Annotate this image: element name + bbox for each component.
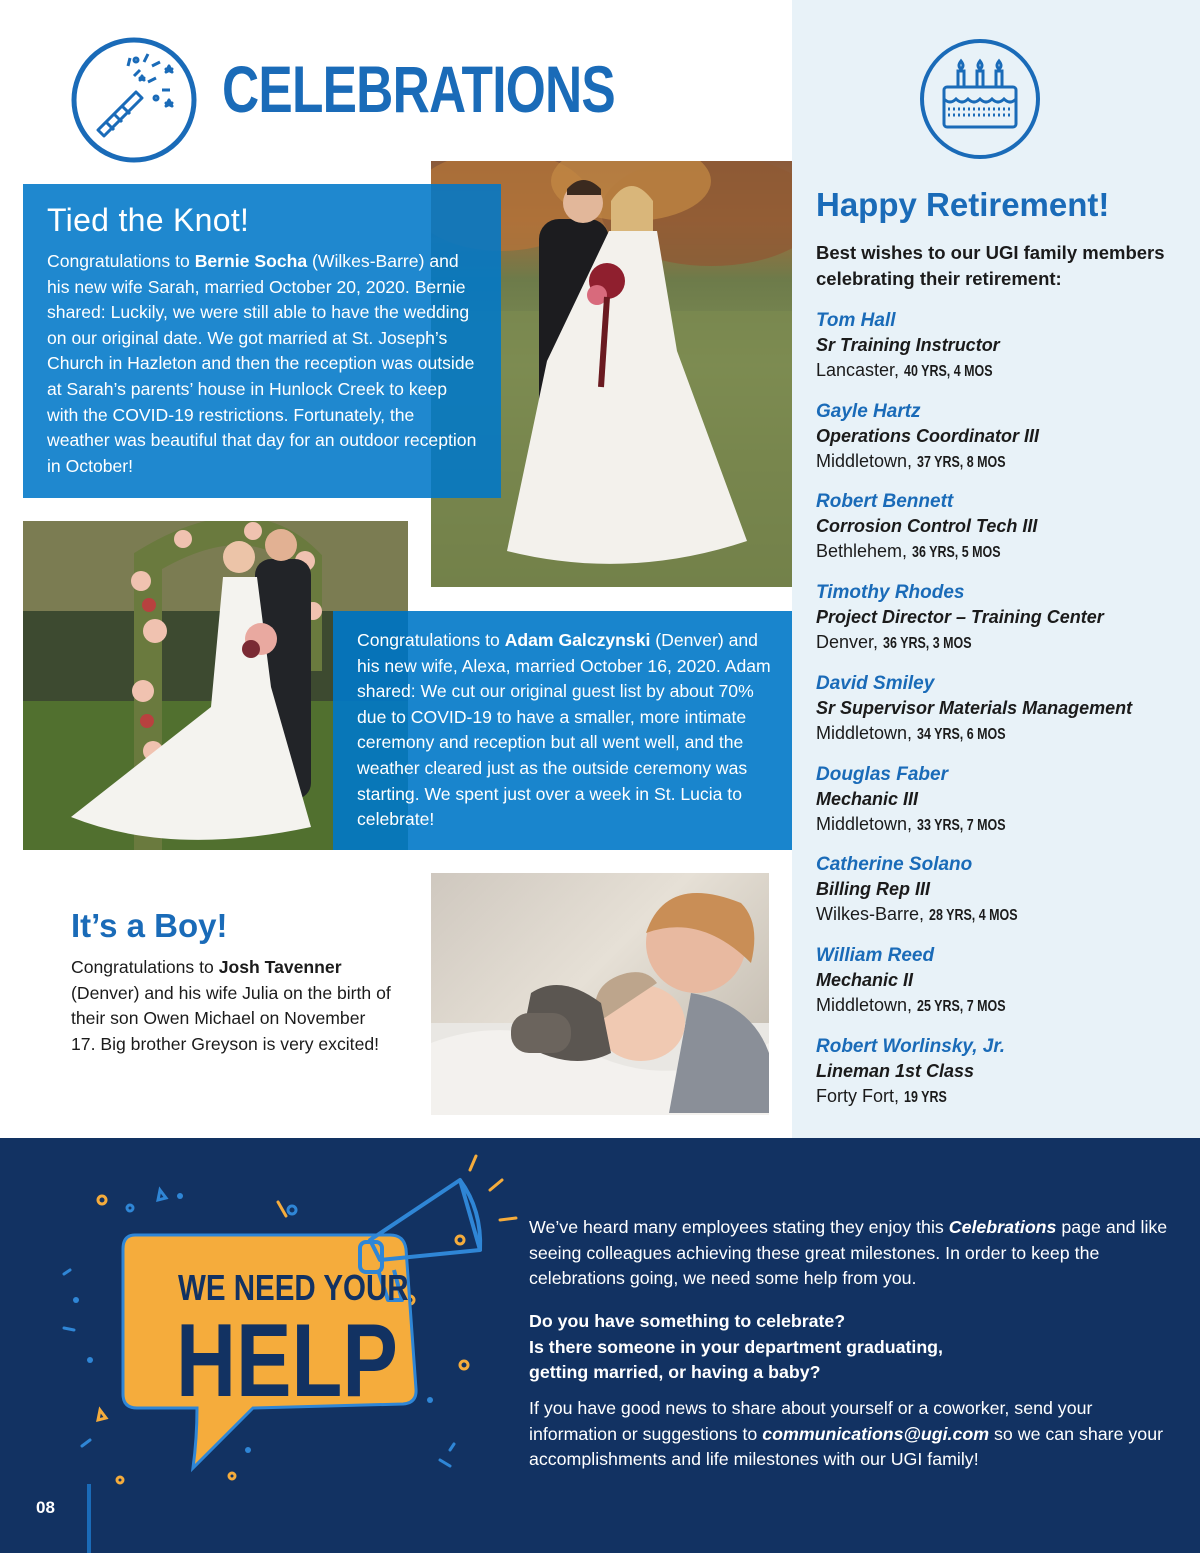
retiree-years-of-service: 37 YRS, 8 MOS <box>917 453 1006 471</box>
adam-story <box>357 628 772 833</box>
retiree-name: Douglas Faber <box>816 763 948 785</box>
story-text: (Wilkes-Barre) and his new wife Sarah, married October 20, 2020. Bernie shared: Luckily, we were still able to have the wedding on our original date. We got married at St. Joseph’s Church in Hazleton and then the reception was outside at Sarah’s parents’ house in Hunlock Creek to keep with the COVID-19 restrictions. Fortunately, the weather was beautiful that day for an outdoor reception in October! <box>47 251 477 476</box>
retiree-name: Catherine Solano <box>816 854 973 876</box>
retiree-years-of-service: 25 YRS, 7 MOS <box>917 997 1006 1015</box>
help-intro <box>529 1215 1169 1292</box>
retiree-entry <box>816 308 1186 384</box>
retiree-location: Lancaster, <box>816 360 900 380</box>
retiree-name: Robert Worlinsky, Jr. <box>816 1035 1005 1057</box>
retirement-title: Happy Retirement! <box>816 186 1110 223</box>
celebrations-emphasis: Celebrations <box>948 1217 1057 1237</box>
story-prefix: Congratulations to <box>71 957 219 977</box>
retiree-location: Middletown, <box>816 722 913 743</box>
we-need-your-help-graphic <box>60 1150 520 1490</box>
story-text: (Denver) and his new wife, Alexa, married October 16, 2020. Adam shared: We cut our original guest list by about 70% due to COVID-19 to have a smaller, more intimate ceremony and reception but all went well, and the weather cleared just as the outside ceremony was starting. We spent just over a week in St. Lucia to celebrate! <box>357 630 771 830</box>
graphic-line-1: WE NEED YOUR <box>178 1267 409 1308</box>
help-instructions <box>529 1396 1169 1473</box>
help-question: getting married, or having a baby? <box>529 1362 821 1383</box>
retiree-years-of-service: 36 YRS, 5 MOS <box>912 544 1001 562</box>
retiree-name: Timothy Rhodes <box>816 582 965 604</box>
retirement-intro: Best wishes to our UGI family members celebrating their retirement: <box>816 242 1165 289</box>
story-prefix: Congratulations to <box>47 251 195 271</box>
retiree-entry <box>816 762 1186 838</box>
retiree-location: Middletown, <box>816 813 913 834</box>
retiree-location-line <box>816 358 1186 384</box>
retiree-years-of-service: 28 YRS, 4 MOS <box>929 907 1018 925</box>
help-instructions-text: so we can share your accomplishments and life milestones with our UGI family! <box>529 1423 1164 1470</box>
tied-the-knot-title: Tied the Knot! <box>47 202 250 238</box>
boy-story <box>71 955 391 1057</box>
retiree-name: William Reed <box>816 944 935 966</box>
help-question: Is there someone in your department graduating, <box>529 1336 943 1357</box>
bernie-story <box>47 249 479 479</box>
retiree-job-title: Sr Training Instructor <box>816 335 1000 355</box>
retiree-entry <box>816 580 1186 656</box>
retiree-job-title: Sr Supervisor Materials Management <box>816 697 1133 718</box>
graphic-line-2: HELP <box>176 1302 398 1419</box>
retiree-location-line <box>816 449 1186 475</box>
party-popper-icon <box>70 36 198 164</box>
retiree-years-of-service: 36 YRS, 3 MOS <box>883 635 972 653</box>
retiree-name: David Smiley <box>816 672 935 694</box>
help-instructions-text: If you have good news to share about yourself or a coworker, send your information or suggestions to <box>529 1398 1093 1444</box>
help-question: Do you have something to celebrate? <box>529 1311 846 1331</box>
retiree-entry <box>816 1034 1186 1110</box>
retiree-location-line <box>816 1084 1186 1110</box>
help-intro-text: We’ve heard many employees stating they enjoy this <box>529 1217 949 1237</box>
retiree-years-of-service: 33 YRS, 7 MOS <box>917 816 1006 834</box>
retiree-location: Forty Fort, <box>816 1085 900 1106</box>
retiree-location: Middletown, <box>816 994 913 1015</box>
story-text: (Denver) and his wife Julia on the birth of their son Owen Michael on November 17. Big brother Greyson is very excited! <box>71 982 391 1054</box>
retiree-years-of-service: 40 YRS, 4 MOS <box>904 363 993 380</box>
adam-story-box <box>333 611 792 850</box>
employee-name: Bernie Socha <box>194 251 308 271</box>
retiree-years-of-service: 34 YRS, 6 MOS <box>917 725 1006 743</box>
retiree-name: Tom Hall <box>816 310 896 331</box>
retiree-entry <box>816 671 1186 747</box>
page-number-divider <box>87 1484 91 1553</box>
employee-name: Josh Tavenner <box>218 957 342 977</box>
help-intro-text: page and like seeing colleagues achieving these great milestones. In order to keep the celebrations going, we need some help from you. <box>529 1217 1168 1289</box>
retiree-location-line <box>816 539 1186 565</box>
retiree-job-title: Mechanic III <box>816 788 919 809</box>
retiree-job-title: Billing Rep III <box>816 879 931 900</box>
retiree-location-line <box>816 812 1186 838</box>
retiree-location: Bethlehem, <box>816 541 908 562</box>
retiree-name: Gayle Hartz <box>816 400 921 422</box>
its-a-boy-title: It’s a Boy! <box>71 907 228 944</box>
birthday-cake-icon <box>918 37 1042 161</box>
help-questions <box>529 1309 1169 1386</box>
page-number: 08 <box>36 1498 55 1517</box>
story-prefix: Congratulations to <box>357 630 505 650</box>
tied-the-knot-box <box>23 184 501 498</box>
retiree-job-title: Operations Coordinator III <box>816 425 1040 446</box>
retiree-entry <box>816 489 1186 565</box>
page-title: CELEBRATIONS <box>222 52 615 126</box>
retiree-entry <box>816 852 1186 928</box>
retiree-entry <box>816 399 1186 475</box>
retiree-years-of-service: 19 YRS <box>904 1088 947 1106</box>
retiree-location-line <box>816 721 1186 747</box>
baby-photo-owen <box>431 873 769 1115</box>
retiree-location: Wilkes-Barre, <box>816 904 925 925</box>
retiree-job-title: Project Director – Training Center <box>816 607 1104 628</box>
retiree-name: Robert Bennett <box>816 491 954 513</box>
retiree-job-title: Lineman 1st Class <box>816 1060 975 1081</box>
retiree-job-title: Mechanic II <box>816 969 914 990</box>
retiree-location-line <box>816 993 1186 1019</box>
retiree-location-line <box>816 902 1186 928</box>
retiree-location: Middletown, <box>816 450 913 471</box>
retiree-location: Denver, <box>816 632 879 653</box>
retiree-job-title: Corrosion Control Tech III <box>816 516 1038 537</box>
employee-name: Adam Galczynski <box>504 630 651 650</box>
email-link[interactable]: communications@ugi.com <box>762 1423 990 1444</box>
retiree-location-line <box>816 630 1186 656</box>
retiree-entry <box>816 943 1186 1019</box>
